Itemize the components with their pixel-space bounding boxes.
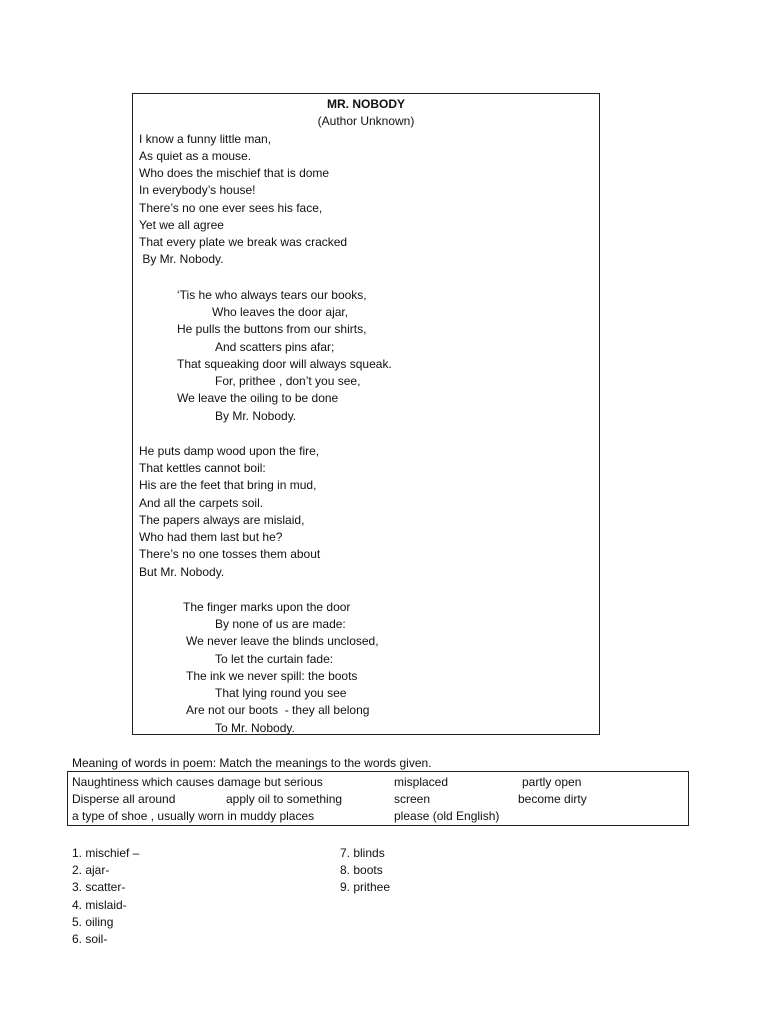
meaning-item: misplaced	[394, 775, 449, 789]
question-item: 1. mischief –	[72, 846, 140, 860]
poem-title: MR. NOBODY	[327, 97, 405, 111]
poem-line: For, prithee , don’t you see,	[215, 374, 361, 388]
poem-line: We never leave the blinds unclosed,	[186, 634, 379, 648]
poem-line: And all the carpets soil.	[139, 496, 264, 510]
question-item: 8. boots	[340, 863, 383, 877]
poem-line: Yet we all agree	[139, 218, 224, 232]
poem-line: That every plate we break was cracked	[139, 235, 348, 249]
poem-line: The ink we never spill: the boots	[186, 669, 358, 683]
question-item: 9. prithee	[340, 880, 391, 894]
poem-line: There’s no one ever sees his face,	[139, 201, 323, 215]
meaning-item: apply oil to something	[226, 792, 343, 806]
poem-line: Are not our boots - they all belong	[186, 703, 370, 717]
meanings-box	[67, 771, 689, 826]
meaning-item: become dirty	[518, 792, 587, 806]
question-item: 7. blinds	[340, 846, 385, 860]
poem-line: ‘Tis he who always tears our books,	[177, 288, 367, 302]
poem-line: By Mr. Nobody.	[215, 409, 297, 423]
poem-line: The finger marks upon the door	[183, 600, 351, 614]
poem-line: As quiet as a mouse.	[139, 149, 252, 163]
poem-line: Who had them last but he?	[139, 530, 283, 544]
poem-line: That kettles cannot boil:	[139, 461, 266, 475]
poem-line: There’s no one tosses them about	[139, 547, 321, 561]
poem-line: His are the feet that bring in mud,	[139, 478, 317, 492]
meaning-item: screen	[394, 792, 431, 806]
poem-line: To Mr. Nobody.	[215, 721, 295, 735]
poem-line: In everybody’s house!	[139, 183, 256, 197]
instruction-text: Meaning of words in poem: Match the meanings to the words given.	[72, 756, 432, 770]
question-item: 5. oiling	[72, 915, 114, 929]
poem-line: By Mr. Nobody.	[139, 252, 224, 266]
poem-line: But Mr. Nobody.	[139, 565, 225, 579]
poem-line: He pulls the buttons from our shirts,	[177, 322, 367, 336]
poem-line: We leave the oiling to be done	[177, 391, 339, 405]
poem-line: He puts damp wood upon the fire,	[139, 444, 320, 458]
question-item: 6. soil-	[72, 932, 108, 946]
meaning-item: Disperse all around	[72, 792, 176, 806]
poem-line: I know a funny little man,	[139, 132, 272, 146]
question-item: 3. scatter-	[72, 880, 126, 894]
poem-author: (Author Unknown)	[317, 114, 415, 128]
poem-line: By none of us are made:	[215, 617, 346, 631]
poem-line: And scatters pins afar;	[215, 340, 335, 354]
poem-line: Who does the mischief that is dome	[139, 166, 330, 180]
question-item: 4. mislaid-	[72, 898, 127, 912]
poem-line: That lying round you see	[215, 686, 347, 700]
poem-line: To let the curtain fade:	[215, 652, 334, 666]
poem-line: That squeaking door will always squeak.	[177, 357, 392, 371]
question-item: 2. ajar-	[72, 863, 110, 877]
poem-line: The papers always are mislaid,	[139, 513, 305, 527]
meaning-item: a type of shoe , usually worn in muddy places	[72, 809, 315, 823]
meaning-item: Naughtiness which causes damage but serious	[72, 775, 323, 789]
meaning-item: please (old English)	[394, 809, 500, 823]
poem-box	[132, 93, 600, 735]
poem-line: Who leaves the door ajar,	[212, 305, 349, 319]
meaning-item: partly open	[522, 775, 582, 789]
